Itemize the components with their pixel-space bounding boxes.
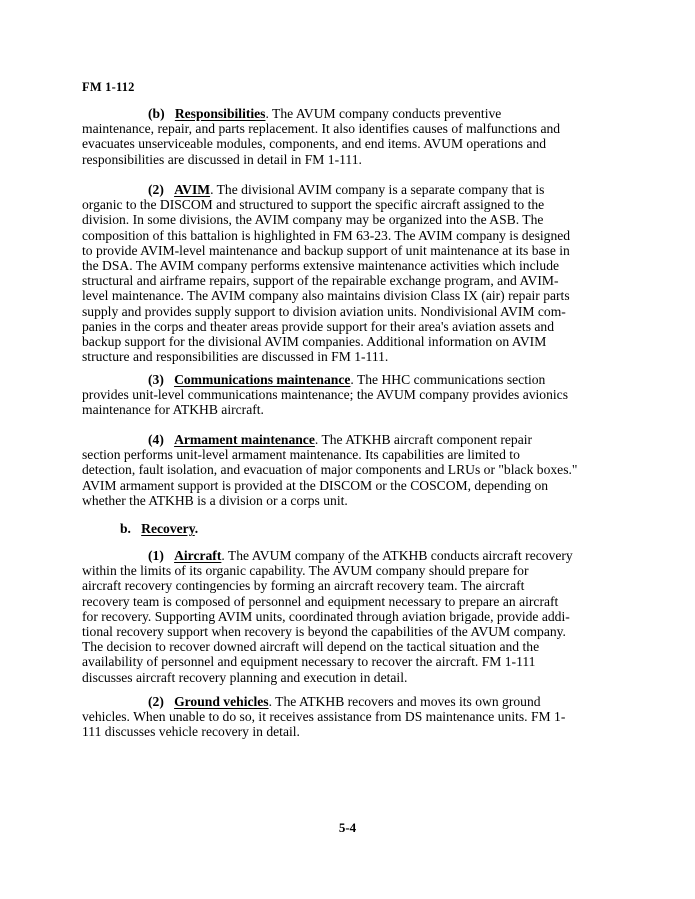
paragraph-text: . The ATKHB recovers and moves its own ground <box>268 694 541 709</box>
paragraph-aircraft <box>82 548 612 685</box>
paragraph-line: tional recovery support when recovery is beyond the capabilities of the AVUM company. <box>82 624 566 640</box>
paragraph-number: (1) <box>148 548 164 563</box>
document-header: FM 1-112 <box>82 80 135 94</box>
paragraph-line: maintenance, repair, and parts replacement. It also identifies causes of malfunctions and <box>82 121 561 137</box>
paragraph-title: Communications maintenance <box>174 372 351 387</box>
paragraph-line: structure and responsibilities are discussed in FM 1-111. <box>82 349 389 365</box>
paragraph-number: (3) <box>148 372 164 387</box>
paragraph-line <box>82 182 612 197</box>
paragraph-armament-maintenance <box>82 432 612 508</box>
paragraph-line: discusses aircraft recovery planning and execution in detail. <box>82 669 408 685</box>
heading-line <box>82 521 612 536</box>
paragraph-avim <box>82 182 612 364</box>
paragraph-line: vehicles. When unable to do so, it receives assistance from DS maintenance units. FM 1- <box>82 709 566 725</box>
paragraph-line: availability of personnel and equipment necessary to recover the aircraft. FM 1-111 <box>82 654 536 670</box>
paragraph-line <box>82 432 612 447</box>
paragraph-line: 111 discusses vehicle recovery in detail. <box>82 724 300 740</box>
paragraph-line <box>82 694 612 709</box>
paragraph-line: organic to the DISCOM and structured to support the specific aircraft assigned to the <box>82 197 545 213</box>
paragraph-title: Responsibilities <box>174 106 266 121</box>
paragraph-line: aircraft recovery contingencies by forming an aircraft recovery team. The aircraft <box>82 578 525 594</box>
paragraph-line: backup support for the divisional AVIM companies. Additional information on AVIM <box>82 334 547 350</box>
paragraph-text: . The AVUM company of the ATKHB conducts aircraft recovery <box>221 548 573 563</box>
paragraph-line: within the limits of its organic capability. The AVUM company should prepare for <box>82 563 529 579</box>
paragraph-ground-vehicles <box>82 694 612 740</box>
paragraph-number: (4) <box>148 432 164 447</box>
paragraph-line: panies in the corps and theater areas provide support for their area's aviation assets and <box>82 318 555 334</box>
paragraph-line: section performs unit-level armament maintenance. Its capabilities are limited to <box>82 447 520 463</box>
paragraph-line <box>82 372 612 387</box>
paragraph-line: the DSA. The AVIM company performs extensive maintenance activities which include <box>82 258 560 274</box>
paragraph-text: . The HHC communications section <box>350 372 546 387</box>
paragraph-line <box>82 106 612 121</box>
paragraph-line: division. In some divisions, the AVIM company may be organized into the ASB. The <box>82 212 544 228</box>
paragraph-text: . The divisional AVIM company is a separate company that is <box>210 182 545 197</box>
paragraph-line: AVIM armament support is provided at the DISCOM or the COSCOM, depending on <box>82 477 549 493</box>
heading-suffix: . <box>194 521 199 536</box>
paragraph-communications-maintenance <box>82 372 612 418</box>
paragraph-line: evacuates unserviceable modules, components, and end items. AVUM operations and <box>82 136 547 152</box>
page-number: 5-4 <box>338 820 357 835</box>
paragraph-line: provides unit-level communications maintenance; the AVUM company provides avionics <box>82 387 568 403</box>
paragraph-title: Armament maintenance <box>174 432 315 447</box>
paragraph-responsibilities <box>82 106 612 167</box>
paragraph-text: . The AVUM company conducts preventive <box>265 106 502 121</box>
paragraph-line: level maintenance. The AVIM company also maintains division Class IX (air) repair parts <box>82 288 570 304</box>
paragraph-line: The decision to recover downed aircraft will depend on the tactical situation and the <box>82 639 540 655</box>
paragraph-line: for recovery. Supporting AVIM units, coordinated through aviation brigade, provide addi- <box>82 608 570 624</box>
paragraph-number: (2) <box>148 694 164 709</box>
paragraph-number: (b) <box>148 106 165 121</box>
paragraph-line: detection, fault isolation, and evacuation of major components and LRUs or "black boxes." <box>82 462 578 478</box>
heading-title: Recovery <box>141 521 195 536</box>
paragraph-line <box>82 548 612 563</box>
paragraph-line: recovery team is composed of personnel and equipment necessary to prepare an aircraft <box>82 593 559 609</box>
paragraph-text: . The ATKHB aircraft component repair <box>314 432 533 447</box>
paragraph-title: Ground vehicles <box>174 694 269 709</box>
heading-recovery <box>82 521 612 536</box>
paragraph-line: responsibilities are discussed in detail in FM 1-111. <box>82 151 362 167</box>
heading-number: b. <box>120 521 131 536</box>
paragraph-line: to provide AVIM-level maintenance and backup support of unit maintenance at its base in <box>82 242 570 258</box>
paragraph-line: composition of this battalion is highlighted in FM 63-23. The AVIM company is designed <box>82 227 571 243</box>
paragraph-line: structural and airframe repairs, support of the repairable exchange program, and AVIM- <box>82 273 559 289</box>
paragraph-title: Aircraft <box>174 548 222 563</box>
paragraph-line: whether the ATKHB is a division or a corps unit. <box>82 492 348 508</box>
paragraph-line: supply and provides supply support to division aviation units. Nondivisional AVIM com- <box>82 303 566 319</box>
paragraph-title: AVIM <box>174 182 211 197</box>
paragraph-number: (2) <box>148 182 164 197</box>
paragraph-line: maintenance for ATKHB aircraft. <box>82 402 264 418</box>
